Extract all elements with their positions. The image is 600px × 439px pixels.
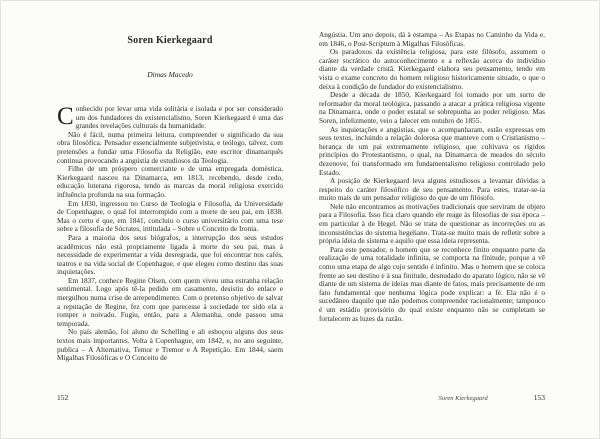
paragraph: Angústia. Um ano depois, dá à estampa – As Etapas no Caminho da Vida e, em 1846, o Post-Scriptum à Migalhas Filosóficas. — [319, 31, 545, 48]
page-title: Soren Kierkegaard — [127, 35, 213, 46]
paragraph: A posição de Kierkegaard leva alguns estudiosos a levantar dúvidas a respeito do caráter filosófico de seu pensamento. Para estes, tratar-se-ia muito mais de um pensador religioso do que de um filósofo. — [319, 176, 545, 203]
right-page-footer — [319, 393, 545, 402]
drop-cap: C — [57, 103, 74, 130]
author-name: Dimas Macedo — [147, 70, 193, 79]
left-page-footer — [57, 393, 283, 402]
paragraph: Nele não encontramos as motivações tradicionais que serviram de objeto para a Filosofia. Isso fica claro quando ele reage às filosofias de sua época – em particular à de Hegel. Não se trata de questionar as incorreções ou as inconsistências do sistema hegeliano. Trata-se muito mais de refletir sobre a própria ideia de sistema e aquilo que essa ideia representa. — [319, 201, 545, 246]
right-page — [319, 1, 545, 438]
right-page-text — [319, 31, 545, 388]
left-page-text — [57, 31, 283, 388]
paragraph: No país alemão, foi aluno de Schelling e ali esboçou alguns dos seus textos mais importantes. Volta à Copenhague, em 1842, e, no ano seguinte, publica – A Alternativa, Temor e Tremor e A Repetição. Em 1844, saem Migalhas Filosóficas e O Conceito de — [57, 327, 283, 363]
page-number-left: 152 — [57, 393, 69, 402]
paragraph: Desde a década de 1850, Kierkegaard foi tomado por um surto de reformador da moral teológica, passando a atacar a prática religiosa vigente na Dinamarca, onde o poder estatal se sobrepunha ao poder religioso. Mas Soren, infelizmente, veio a falecer em outubro de 1855. — [319, 90, 545, 125]
left-page — [57, 1, 283, 438]
paragraph: Para a maioria dos seus biógrafos, a interrupção dos seus estudos acadêmicos não está propriamente ligada à morte do seu pai, mas à necessidade de experimentar a vida desregrada, que foi encontrar nos cafés, teatros e na vida social de Copenhague, e que elegeu como destino das suas inquietações. — [57, 232, 283, 277]
paragraph: Os paradoxos da existência religiosa, para este filósofo, assumem o caráter socrático do autoconhecimento e a reflexão acerca do indivíduo diante da verdade cristã. Kierkegaard elabora seu pensamento, tendo em vista o exame concreto do homem religioso historicamente situado, o que o deixa à condição de fundador do existencialismo. — [319, 47, 545, 91]
paragraph: As inquietações e angústias, que o acompanharam, estão expressas em seus textos, incluindo a relação dolorosa que manteve com o Cristianismo – herança de um pai extremamente religioso, que cultivava os rígidos princípios do Protestantismo, o qual, na Dinamarca de meados do século dezenove, foi transformado em fundamentalismo religioso controlado pelo Estado. — [319, 124, 545, 177]
page-number-right: 153 — [533, 393, 545, 402]
paragraph: Em 1830, ingressou no Curso de Teologia e Filosofia, da Universidade de Copenhague, o qual foi interrompido com a morte de seu pai, em 1838. Mas o certo é que, em 1841, concluiu o curso universitário com uma tese sobre a filosofia de Sócrates, intitulada – Sobre o Conceito de Ironia. — [57, 198, 283, 234]
paragraph: Não é fácil, numa primeira leitura, compreender o significado da sua obra filosófica. Pensador essencialmente subjetivista, e teólogo, talvez, com pretensões a fundar uma Filosofia da Religião, este escritor dinamarquês continua provocando a angústia de estudiosos da Teologia. — [57, 129, 283, 165]
paragraph — [57, 105, 283, 131]
paragraph: Para este pensador, o homem que se reconhece finito enquanto parte da realização de uma totalidade infinita, se comporta na finitude, porque a vê como uma etapa de algo cujo sentido é infinito. Mas o homem que se coloca frente ao seu destino e à sua finitude, desnudado do aparato lógico, não se vê diante de um sistema de ideias mas diante de fatos, mais precisamente de um fato fundamental que nenhuma lógica pode explicar: a fé. Ela não é o sucedâneo daquilo que não podemos compreender racionalmente; tampouco é um estádio provisório do qual existe enquanto não se completam se fortalecem as luzes da razão. — [319, 244, 545, 323]
running-title: Soren Kierkegaard — [438, 395, 488, 402]
paragraph: Filho de um próspero comerciante e de uma empregada doméstica, Kierkegaard nasceu na Dinamarca, em 1813, recebendo, desde cedo, educação luterana rigorosa, tendo as marcas da moral religiosa exercido influência profunda na sua formação. — [57, 164, 283, 199]
paragraph-text: onhecido por levar uma vida solitária e isolada e por ser considerado um dos fundadores do existencialismo, Soren Kierkegaard é uma das grandes revelações culturais da humanidade. — [75, 104, 283, 131]
paragraph: Em 1837, conhece Regine Olsen, com quem viveu uma estranha relação sentimental. Logo após tê-la pedido em casamento, desistiu do enlace e mergulhou numa crise de arrependimento. Com o pretenso objetivo de salvar a reputação de Regine, fez com que parecesse à sociedade ter sido ela a romper o noivado. Fugiu, então, para a Alemanha, onde passou uma temporada. — [57, 275, 283, 328]
